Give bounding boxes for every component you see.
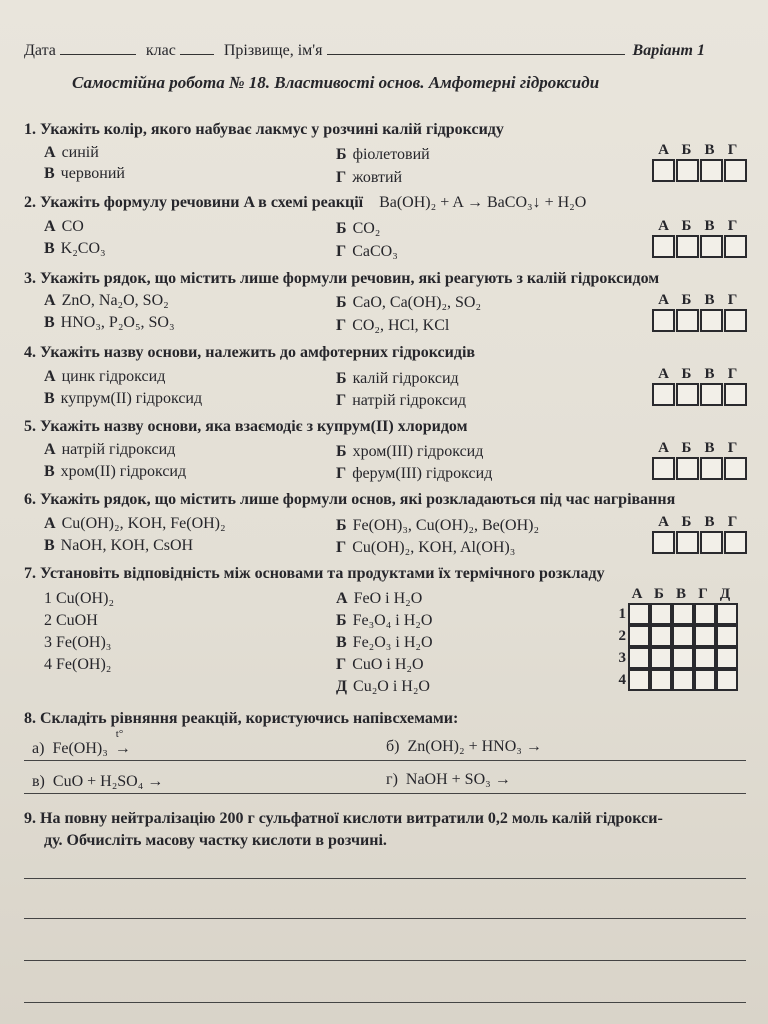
grid-cell[interactable] — [650, 647, 672, 669]
grid-cell[interactable] — [628, 669, 650, 691]
answer-checkbox[interactable] — [700, 531, 723, 554]
answer-checkbox[interactable] — [652, 383, 675, 406]
q5-option-v: В хром(ІІ) гідроксид — [44, 463, 187, 480]
answer-line[interactable] — [24, 760, 746, 761]
q2-option-v: В K₂CO₃ — [44, 240, 106, 257]
q3-option-v: В HNO₃, P₂O₅, SO₃ — [44, 314, 175, 331]
q6-answer-box: А Б В Г — [652, 514, 748, 554]
q3-answer-box: А Б В Г — [652, 292, 748, 332]
answer-checkbox[interactable] — [676, 309, 699, 332]
grid-cell[interactable] — [694, 625, 716, 647]
q5-answer-box: А Б В Г — [652, 440, 748, 480]
q1-option-a: А синій — [44, 144, 99, 161]
grid-cell[interactable] — [694, 669, 716, 691]
q7-right-a: А FeO і H₂O — [336, 590, 423, 607]
grid-cell[interactable] — [672, 647, 694, 669]
q4-option-v: В купрум(ІІ) гідроксид — [44, 390, 203, 407]
question-3: 3. Укажіть рядок, що містить лише формули речовин, які реагують з калій гідроксидом — [24, 270, 660, 287]
q6-option-b: Б Fe(OH)₃, Cu(OH)₂, Be(OH)₂ — [336, 517, 540, 534]
q2-scheme: Ba(OH)₂ + A → BaCO₃↓ + H₂O — [379, 194, 587, 211]
grid-cell[interactable] — [672, 669, 694, 691]
grid-cell[interactable] — [694, 647, 716, 669]
answer-checkbox[interactable] — [652, 309, 675, 332]
q7-right-v: В Fe₂O₃ і H₂O — [336, 634, 433, 651]
grid-cell[interactable] — [672, 625, 694, 647]
q5-option-a: А натрій гідроксид — [44, 441, 176, 458]
question-9-line-1: 9. На повну нейтралізацію 200 г сульфатної кислоти витратили 0,2 моль калій гідрокси- — [24, 810, 663, 827]
q8-equation-a: а) Fe(OH)₃ t° → — [32, 740, 134, 758]
date-field[interactable] — [60, 40, 136, 55]
q4-option-a: А цинк гідроксид — [44, 368, 166, 385]
grid-cell[interactable] — [694, 603, 716, 625]
answer-checkbox[interactable] — [652, 531, 675, 554]
answer-checkbox[interactable] — [724, 159, 747, 182]
grid-cell[interactable] — [716, 647, 738, 669]
q2-option-g: Г CaCO₃ — [336, 243, 398, 260]
q2-option-b: Б CO₂ — [336, 220, 381, 237]
q1-answer-box: А Б В Г — [652, 142, 748, 182]
variant-label: Варіант 1 — [632, 42, 705, 59]
page-title: Самостійна робота № 18. Властивості основ. Амфотерні гідроксиди — [72, 73, 600, 92]
q7-answer-grid: А Б В Г Д 1 2 3 4 — [612, 586, 738, 691]
class-field[interactable] — [180, 40, 214, 55]
date-label: Дата — [24, 42, 56, 59]
grid-cell[interactable] — [650, 669, 672, 691]
answer-line[interactable] — [24, 918, 746, 919]
answer-line[interactable] — [24, 878, 746, 879]
grid-cell[interactable] — [650, 603, 672, 625]
q2-answer-box: А Б В Г — [652, 218, 748, 258]
q4-answer-box: А Б В Г — [652, 366, 748, 406]
answer-line[interactable] — [24, 793, 746, 794]
answer-line[interactable] — [24, 960, 746, 961]
answer-checkbox[interactable] — [652, 235, 675, 258]
q4-option-b: Б калій гідроксид — [336, 370, 459, 387]
q6-option-v: В NaOH, KOH, CsOH — [44, 537, 194, 554]
question-5: 5. Укажіть назву основи, яка взаємодіє з купрум(ІІ) хлоридом — [24, 418, 468, 435]
answer-checkbox[interactable] — [676, 235, 699, 258]
class-label: клас — [145, 42, 176, 59]
q7-left-1: 1 Cu(OH)₂ — [44, 590, 115, 607]
heat-arrow: t° → — [114, 728, 131, 757]
grid-cell[interactable] — [628, 647, 650, 669]
grid-cell[interactable] — [672, 603, 694, 625]
q7-right-g: Г CuO і H₂O — [336, 656, 424, 673]
answer-checkbox[interactable] — [724, 531, 747, 554]
grid-cell[interactable] — [716, 603, 738, 625]
answer-checkbox[interactable] — [700, 383, 723, 406]
answer-checkbox[interactable] — [724, 383, 747, 406]
q3-option-a: А ZnO, Na₂O, SO₂ — [44, 292, 169, 309]
answer-checkbox[interactable] — [724, 235, 747, 258]
grid-cell[interactable] — [650, 625, 672, 647]
answer-checkbox[interactable] — [676, 531, 699, 554]
q6-option-a: А Cu(OH)₂, KOH, Fe(OH)₂ — [44, 515, 226, 532]
question-9-line-2: ду. Обчисліть масову частку кислоти в розчині. — [44, 832, 387, 849]
q5-option-b: Б хром(ІІІ) гідроксид — [336, 443, 484, 460]
answer-checkbox[interactable] — [652, 159, 675, 182]
answer-checkbox[interactable] — [724, 309, 747, 332]
q1-option-b: Б фіолетовий — [336, 146, 430, 163]
q2-option-a: А CO — [44, 218, 84, 235]
grid-cell[interactable] — [716, 669, 738, 691]
q7-left-3: 3 Fe(OH)₃ — [44, 634, 112, 651]
surname-field[interactable] — [327, 40, 625, 55]
answer-checkbox[interactable] — [700, 309, 723, 332]
q6-option-g: Г Cu(OH)₂, KOH, Al(OH)₃ — [336, 539, 516, 556]
grid-cell[interactable] — [716, 625, 738, 647]
question-1: 1. Укажіть колір, якого набуває лакмус у розчині калій гідроксиду — [24, 121, 504, 138]
answer-checkbox[interactable] — [652, 457, 675, 480]
q7-left-2: 2 CuOH — [44, 612, 98, 629]
answer-checkbox[interactable] — [676, 159, 699, 182]
question-6: 6. Укажіть рядок, що містить лише формули основ, які розкладаються під час нагрівання — [24, 491, 676, 508]
question-7: 7. Установіть відповідність між основами та продуктами їх термічного розкладу — [24, 565, 605, 582]
question-2: 2. Укажіть формулу речовини A в схемі реакції Ba(OH)₂ + A → BaCO₃↓ + H₂O — [24, 194, 587, 211]
q7-right-d: Д Cu₂O і H₂O — [336, 678, 430, 695]
q4-option-g: Г натрій гідроксид — [336, 392, 466, 409]
q7-left-4: 4 Fe(OH)₂ — [44, 656, 112, 673]
answer-checkbox[interactable] — [700, 159, 723, 182]
q7-right-b: Б Fe₃O₄ і H₂O — [336, 612, 433, 629]
answer-checkbox[interactable] — [700, 235, 723, 258]
q3-option-b: Б CaO, Ca(OH)₂, SO₂ — [336, 294, 482, 311]
q8-equation-v: в) CuO + H₂SO₄ → — [32, 773, 164, 790]
q1-option-v: В червоний — [44, 165, 125, 182]
q5-option-g: Г ферум(ІІІ) гідроксид — [336, 465, 493, 482]
grid-cell[interactable] — [628, 625, 650, 647]
q1-option-g: Г жовтий — [336, 169, 403, 186]
answer-checkbox[interactable] — [676, 457, 699, 480]
answer-line[interactable] — [24, 1002, 746, 1003]
question-4: 4. Укажіть назву основи, належить до амфотерних гідроксидів — [24, 344, 476, 361]
q8-equation-g: г) NaOH + SO₃ → — [386, 771, 511, 788]
answer-checkbox[interactable] — [724, 457, 747, 480]
q3-option-g: Г CO₂, HCl, KCl — [336, 317, 450, 334]
surname-label: Прізвище, ім'я — [223, 42, 323, 59]
grid-cell[interactable] — [628, 603, 650, 625]
question-8: 8. Складіть рівняння реакцій, користуючись напівсхемами: — [24, 710, 459, 727]
header-row — [24, 40, 705, 60]
answer-checkbox[interactable] — [676, 383, 699, 406]
q8-equation-b: б) Zn(OH)₂ + HNO₃ → — [386, 738, 542, 755]
answer-checkbox[interactable] — [700, 457, 723, 480]
